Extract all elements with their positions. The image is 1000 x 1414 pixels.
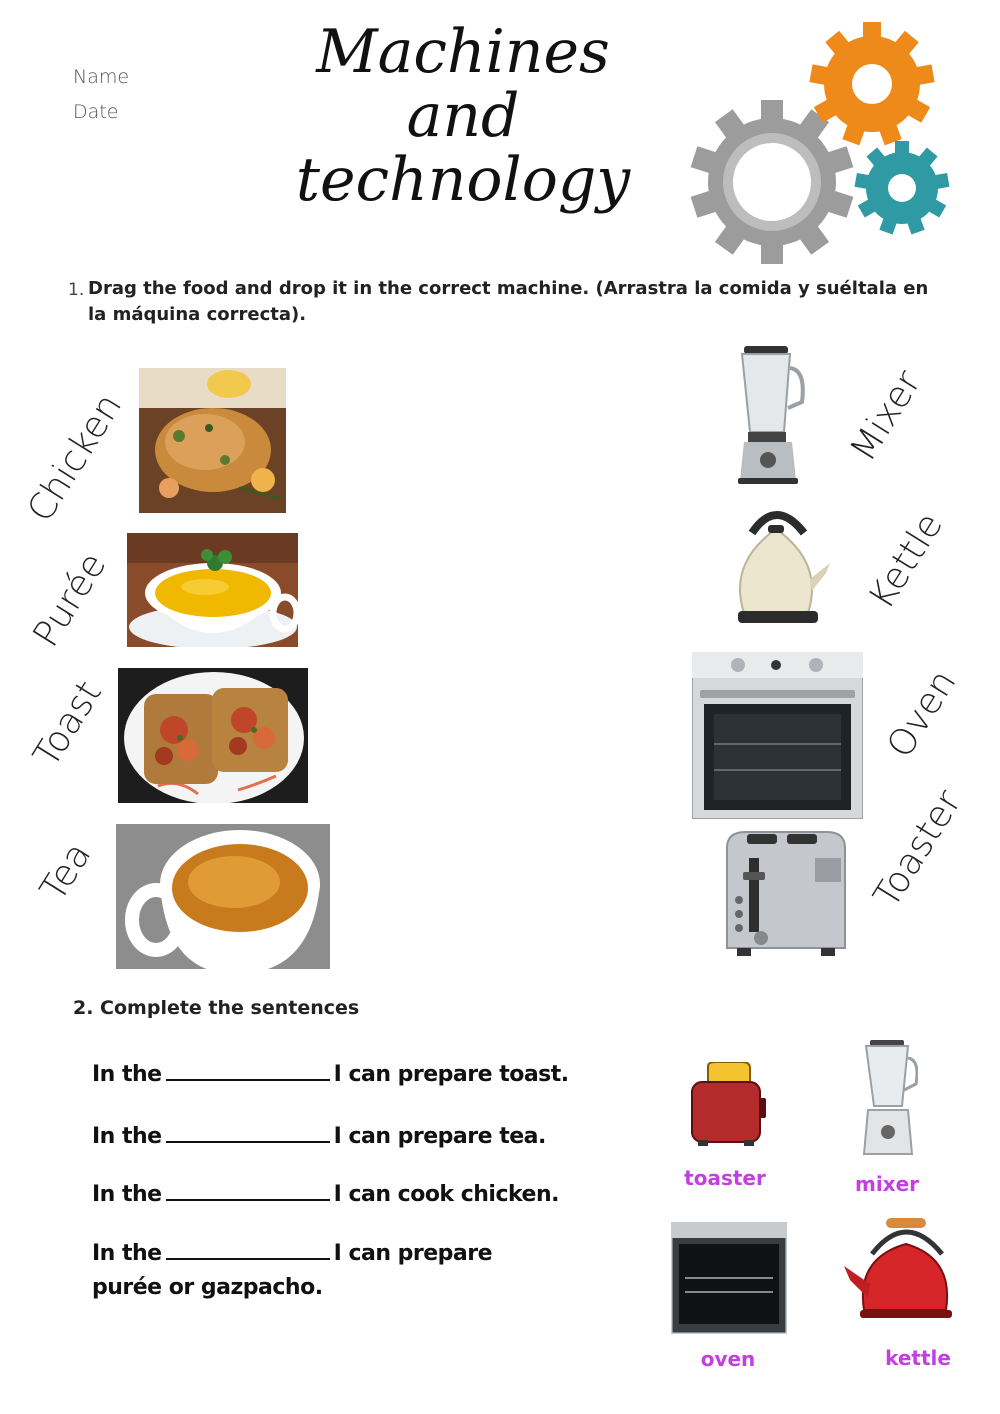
gray-gear-icon (691, 100, 854, 264)
kettle-image[interactable] (722, 503, 832, 629)
food-label-toast: Toast (26, 673, 110, 775)
word-bank-kettle[interactable]: kettle (885, 1346, 951, 1370)
title-line-2: and (406, 81, 520, 151)
toast-image[interactable] (118, 668, 308, 803)
chicken-image[interactable] (139, 368, 286, 513)
sentence-1 (92, 1058, 569, 1092)
section2-title: 2. Complete the sentences (73, 997, 360, 1019)
blender-image[interactable] (730, 346, 806, 484)
puree-image[interactable] (127, 533, 298, 647)
mixer-cartoon-icon (858, 1040, 918, 1158)
instruction-text: Drag the food and drop it in the correct machine. (Arrastra la comida y suéltala en la máquina correcta). (88, 278, 929, 325)
sentence-3 (92, 1178, 559, 1212)
instruction-number: 1. (68, 280, 85, 300)
sentence-4-pre: In the (92, 1241, 162, 1266)
sentence-2-blank[interactable] (166, 1125, 330, 1143)
machine-label-kettle: Kettle (860, 505, 952, 617)
food-label-chicken: Chicken (19, 386, 131, 530)
orange-gear-icon (809, 22, 934, 145)
kettle-cartoon-icon (842, 1214, 952, 1324)
word-bank-oven[interactable]: oven (700, 1347, 756, 1371)
teal-gear-icon (854, 141, 949, 235)
sentence-3-blank[interactable] (166, 1183, 330, 1201)
name-label: Name (73, 66, 130, 88)
toaster-cartoon-icon (688, 1062, 768, 1148)
food-label-tea: Tea (32, 835, 100, 909)
sentence-2-pre: In the (92, 1124, 162, 1149)
toaster-image[interactable] (723, 828, 849, 958)
tea-image[interactable] (116, 824, 330, 969)
food-label-puree: Purée (25, 545, 115, 655)
sentence-4-post2: purée or gazpacho. (92, 1275, 323, 1300)
title-line-3: technology (295, 145, 631, 215)
word-bank-mixer[interactable]: mixer (854, 1172, 920, 1196)
sentence-1-post: I can prepare toast. (333, 1062, 569, 1087)
word-bank-toaster[interactable]: toaster (684, 1166, 766, 1190)
machine-label-oven: Oven (879, 663, 965, 765)
sentence-2-post: I can prepare tea. (333, 1124, 546, 1149)
sentence-3-post: I can cook chicken. (333, 1182, 559, 1207)
machine-label-mixer: Mixer (842, 363, 930, 469)
machine-label-toaster: Toaster (866, 783, 970, 915)
oven-image[interactable] (692, 652, 863, 819)
sentence-4 (92, 1237, 492, 1305)
sentence-3-pre: In the (92, 1182, 162, 1207)
sentence-4-blank[interactable] (166, 1242, 330, 1260)
gears-icon (690, 22, 955, 267)
oven-cartoon-icon (671, 1222, 787, 1334)
date-label: Date (73, 101, 119, 123)
sentence-1-blank[interactable] (166, 1063, 330, 1081)
page-title (283, 17, 643, 215)
sentence-4-post: I can prepare (333, 1241, 493, 1266)
sentence-2 (92, 1120, 546, 1154)
sentence-1-pre: In the (92, 1062, 162, 1087)
title-line-1: Machines (316, 17, 610, 87)
